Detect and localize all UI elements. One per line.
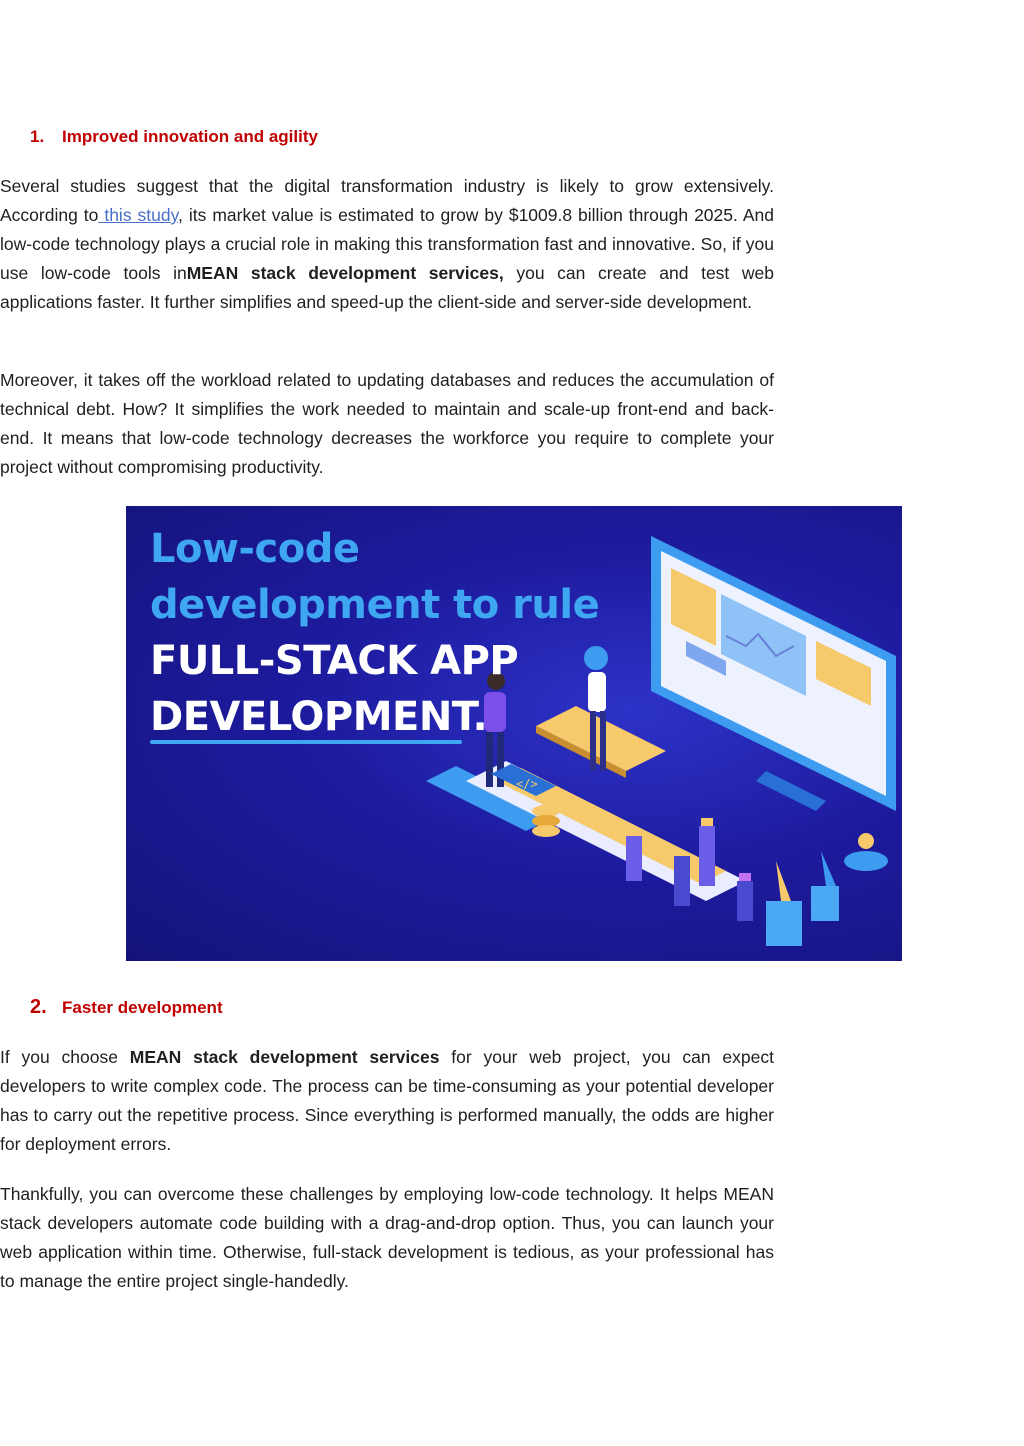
code-symbol: </> xyxy=(516,777,538,791)
section-title: Improved innovation and agility xyxy=(62,127,318,146)
text-run: , its market value is estimated to grow by $1009.8 billion through 2025. And low-code technology plays a crucial role in making this transformation fast and innovative. So, if you use low-code tools in xyxy=(0,205,774,283)
banner-title-line2: development to rule xyxy=(150,582,600,628)
low-code-banner-image xyxy=(126,506,902,961)
banner-title-line4: DEVELOPMENT. xyxy=(150,694,488,740)
paragraph-intro xyxy=(0,172,774,317)
text-run: you can create and test web applications faster. It further simplifies and speed-up the client-side and server-side development. xyxy=(0,263,775,312)
paragraph-thankfully: Thankfully, you can overcome these challenges by employing low-code technology. It helps MEAN stack developers automate code building with a drag-and-drop option. Thus, you can launch your web application within time. Otherwise, full-stack development is tedious, as your professional has to manage the entire project single-handedly. xyxy=(0,1184,774,1291)
section-heading-2 xyxy=(30,996,223,1019)
this-study-link[interactable]: this study xyxy=(98,205,179,225)
paragraph-moreover: Moreover, it takes off the workload related to updating databases and reduces the accumulation of technical debt. How? It simplifies the work needed to maintain and scale-up front-end and back-end. It means that low-code technology decreases the workforce you require to complete your project without compromising productivity. xyxy=(0,370,774,477)
section-heading-1 xyxy=(30,127,318,147)
section-title: Faster development xyxy=(62,998,223,1017)
banner-title-line3: FULL-STACK APP xyxy=(150,638,519,684)
section-number: 1. xyxy=(30,127,45,146)
banner-title-line1: Low-code xyxy=(150,526,360,572)
text-run: Several studies suggest that the digital transformation industry is likely to grow extensively. According to xyxy=(0,176,774,225)
text-run: for your web project, you can expect developers to write complex code. The process can be time-consuming as your potential developer has to carry out the repetitive process. Since everything is performed manually, the odds are higher for deployment errors. xyxy=(0,1047,774,1154)
banner-underline xyxy=(150,740,462,744)
bold-phrase: MEAN stack development services, xyxy=(186,263,504,283)
bold-phrase: MEAN stack development services xyxy=(129,1047,440,1067)
paragraph-choose xyxy=(0,1043,774,1159)
text-run: If you choose xyxy=(0,1047,130,1067)
section-number: 2. xyxy=(30,996,47,1018)
